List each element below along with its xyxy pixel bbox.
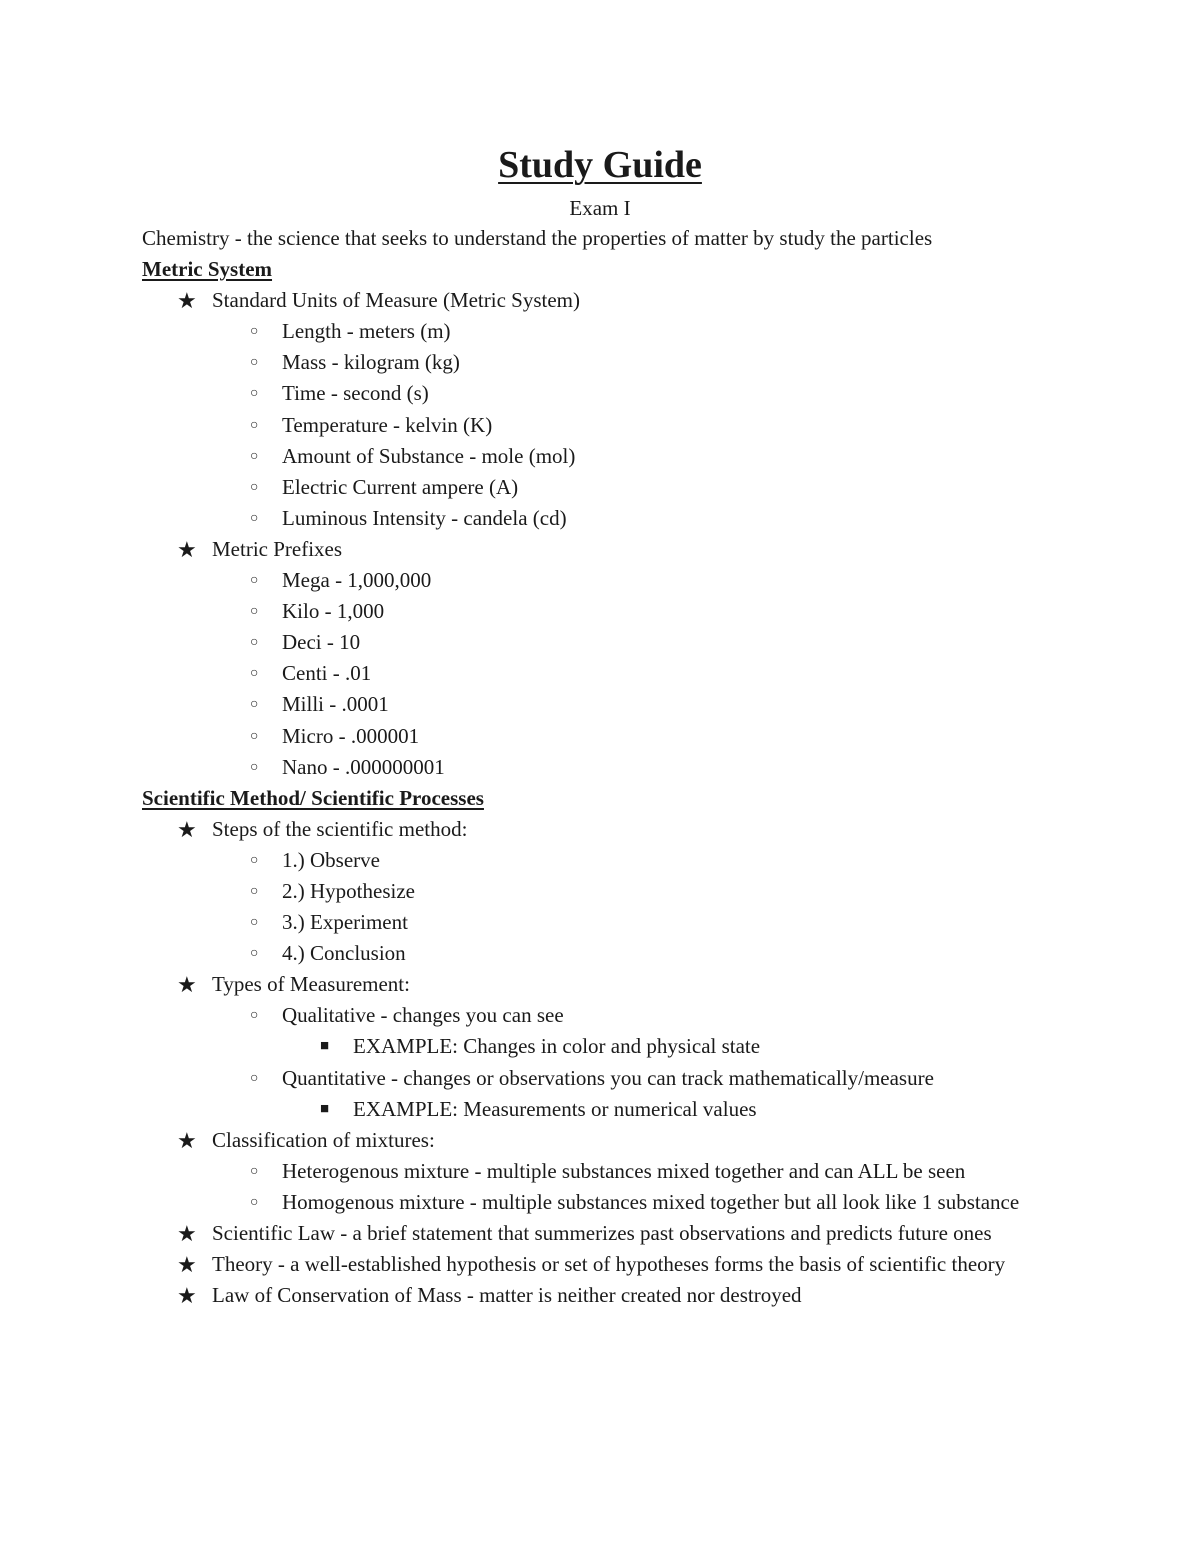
circle-bullet-icon: ○	[250, 946, 259, 962]
star-bullet-icon: ★	[177, 816, 197, 842]
circle-bullet-icon: ○	[250, 604, 259, 620]
list-item	[142, 410, 1062, 441]
square-bullet-icon: ■	[320, 1100, 330, 1117]
list-item	[142, 1094, 1062, 1125]
list-item-text: Length - meters (m)	[282, 319, 451, 344]
list-item-text: Steps of the scientific method:	[212, 816, 468, 841]
list-item-text: Homogenous mixture - multiple substances mixed together but all look like 1 substance	[282, 1189, 1020, 1214]
list-item	[142, 1249, 1062, 1280]
circle-bullet-icon: ○	[250, 1163, 259, 1179]
page-subtitle: Exam I	[569, 196, 631, 220]
circle-bullet-icon: ○	[250, 448, 259, 464]
list-item-text: Micro - .000001	[282, 723, 420, 748]
list-item	[142, 1000, 1062, 1031]
list-item	[142, 876, 1062, 907]
circle-bullet-icon: ○	[250, 510, 259, 526]
circle-bullet-icon: ○	[250, 479, 259, 495]
list-item	[142, 1063, 1062, 1094]
star-bullet-icon: ★	[177, 1127, 197, 1153]
list-item	[142, 534, 1062, 565]
list-item	[142, 596, 1062, 627]
list-item-text: Deci - 10	[282, 630, 361, 655]
circle-bullet-icon: ○	[250, 324, 259, 340]
list-item-text: Classification of mixtures:	[212, 1127, 435, 1152]
list-item-text: 1.) Observe	[282, 847, 380, 872]
list-item-text: Qualitative - changes you can see	[282, 1003, 564, 1028]
circle-bullet-icon: ○	[250, 697, 259, 713]
star-bullet-icon: ★	[177, 1283, 197, 1309]
list-item-text: Metric Prefixes	[212, 536, 343, 561]
list-item	[142, 627, 1062, 658]
circle-bullet-icon: ○	[250, 728, 259, 744]
circle-bullet-icon: ○	[250, 417, 259, 433]
list-item	[142, 1187, 1062, 1218]
list-item	[142, 378, 1062, 409]
list-item-text: Milli - .0001	[282, 692, 389, 717]
circle-bullet-icon: ○	[250, 666, 259, 682]
list-item	[142, 969, 1062, 1000]
list-item	[142, 814, 1062, 845]
list-item	[142, 347, 1062, 378]
star-bullet-icon: ★	[177, 1221, 197, 1246]
list-item-text: Nano - .000000001	[282, 754, 445, 779]
section-heading-metric: Metric System	[142, 257, 273, 282]
list-item	[142, 689, 1062, 720]
list-item	[142, 1125, 1062, 1156]
list-item	[142, 658, 1062, 689]
star-bullet-icon: ★	[177, 536, 197, 562]
star-bullet-icon: ★	[177, 972, 197, 998]
circle-bullet-icon: ○	[250, 883, 259, 899]
list-item-text: EXAMPLE: Changes in color and physical state	[353, 1034, 761, 1059]
square-bullet-icon: ■	[320, 1038, 330, 1055]
list-item	[142, 907, 1062, 938]
circle-bullet-icon: ○	[250, 1194, 259, 1210]
list-item	[142, 1031, 1062, 1062]
list-item-text: Electric Current ampere (A)	[282, 474, 519, 499]
circle-bullet-icon: ○	[250, 355, 259, 371]
list-item	[142, 1280, 1062, 1311]
list-item-text: Heterogenous mixture - multiple substances mixed together and can ALL be seen	[282, 1158, 966, 1183]
list-item	[142, 938, 1062, 969]
circle-bullet-icon: ○	[250, 1008, 259, 1024]
list-item	[142, 721, 1062, 752]
list-item	[142, 1156, 1062, 1187]
list-item	[142, 1218, 1062, 1249]
intro-text: Chemistry - the science that seeks to understand the properties of matter by study the particles	[142, 226, 933, 250]
list-item	[142, 503, 1062, 534]
list-item	[142, 565, 1062, 596]
circle-bullet-icon: ○	[250, 1070, 259, 1086]
list-item	[142, 316, 1062, 347]
list-item-text: Temperature - kelvin (K)	[282, 412, 493, 437]
list-item-text: Mass - kilogram (kg)	[282, 350, 460, 375]
list-item-text: Luminous Intensity - candela (cd)	[282, 505, 567, 530]
star-bullet-icon: ★	[177, 1252, 197, 1278]
list-item-text: 2.) Hypothesize	[282, 878, 415, 903]
circle-bullet-icon: ○	[250, 573, 259, 589]
list-item	[142, 285, 1062, 316]
list-item	[142, 845, 1062, 876]
circle-bullet-icon: ○	[250, 635, 259, 651]
list-item	[142, 472, 1062, 503]
list-item-text: Scientific Law - a brief statement that summerizes past observations and predicts future ones	[212, 1221, 992, 1245]
list-item-text: Mega - 1,000,000	[282, 568, 432, 593]
list-item-text: Theory - a well-established hypothesis or set of hypotheses forms the basis of scientific theory	[212, 1252, 1006, 1277]
list-item-text: Types of Measurement:	[212, 972, 410, 997]
circle-bullet-icon: ○	[250, 852, 259, 868]
list-item-text: Law of Conservation of Mass - matter is neither created nor destroyed	[212, 1283, 802, 1308]
circle-bullet-icon: ○	[250, 915, 259, 931]
list-item-text: Time - second (s)	[282, 381, 429, 406]
list-item-text: Centi - .01	[282, 661, 372, 686]
star-bullet-icon: ★	[177, 288, 197, 314]
list-item-text: Quantitative - changes or observations you can track mathematically/measure	[282, 1065, 934, 1090]
page-title: Study Guide	[498, 144, 702, 186]
list-item-text: Standard Units of Measure (Metric System)	[212, 288, 581, 313]
circle-bullet-icon: ○	[250, 759, 259, 775]
circle-bullet-icon: ○	[250, 386, 259, 402]
list-item-text: 3.) Experiment	[282, 910, 408, 935]
list-item-text: Amount of Substance - mole (mol)	[282, 443, 576, 468]
list-item-text: Kilo - 1,000	[282, 599, 385, 624]
section-heading-scientific: Scientific Method/ Scientific Processes	[142, 785, 484, 810]
list-item-text: EXAMPLE: Measurements or numerical values	[353, 1096, 757, 1121]
list-item	[142, 752, 1062, 783]
document-body	[142, 223, 1062, 1311]
list-item	[142, 441, 1062, 472]
list-item-text: 4.) Conclusion	[282, 941, 406, 966]
